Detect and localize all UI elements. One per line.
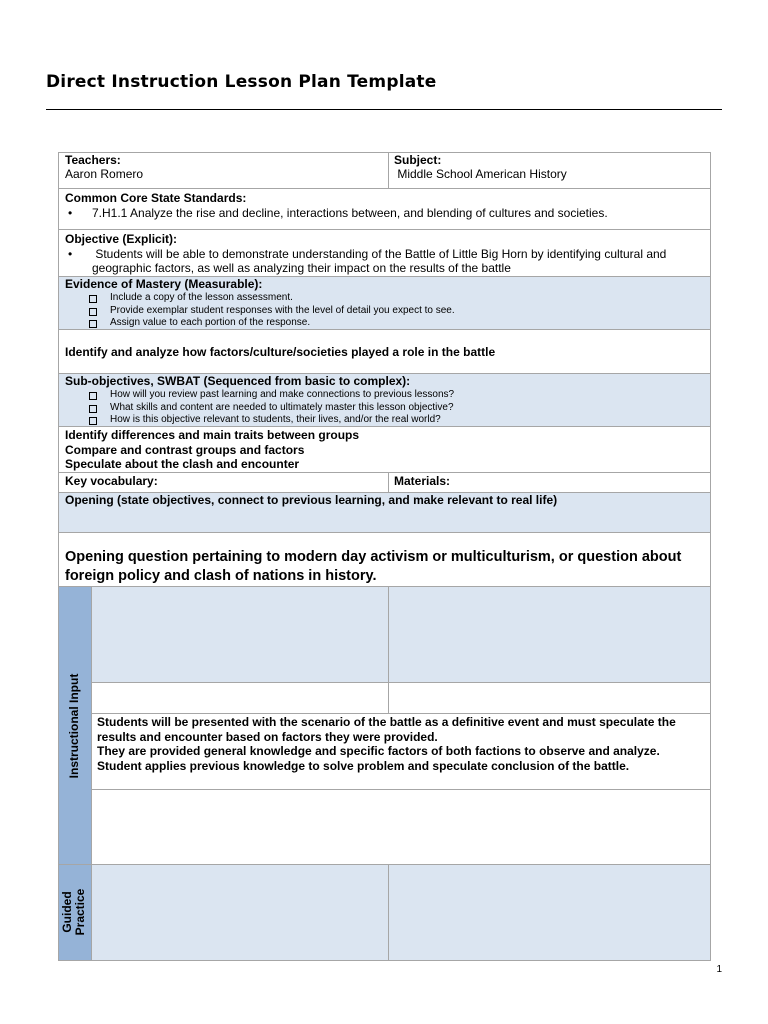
opening-response: Opening question pertaining to modern day activism or multiculturism, or question about foreign policy and clash of nations in history. <box>65 549 682 584</box>
instructional-input-label: Instructional Input <box>67 673 81 779</box>
row-divider <box>91 682 711 683</box>
materials-label: Materials: <box>394 474 451 488</box>
standards-cell <box>65 191 705 220</box>
row-divider <box>58 532 711 533</box>
instructional-response-line: Student applies previous knowledge to solve problem and speculate conclusion of the battle. <box>97 758 630 773</box>
subobjective-response: Identify differences and main traits between groups <box>65 428 360 442</box>
row-divider <box>91 789 711 790</box>
row-divider <box>58 229 711 230</box>
opening-label: Opening (state objectives, connect to previous learning, and make relevant to real life) <box>65 493 558 507</box>
row-divider <box>58 188 711 189</box>
instructional-input-cell-b <box>389 587 710 682</box>
row-divider <box>91 713 711 714</box>
title-divider <box>46 109 722 110</box>
subobjective-response: Speculate about the clash and encounter <box>65 457 300 471</box>
guided-practice-label-line2: Practice <box>73 888 87 936</box>
mastery-response: Identify and analyze how factors/culture/societies played a role in the battle <box>65 345 496 359</box>
teachers-cell <box>65 153 385 181</box>
instructional-input-response <box>97 715 707 773</box>
subobjectives-item: What skills and content are needed to ultimately master this lesson objective? <box>65 402 705 415</box>
objective-cell <box>65 232 705 275</box>
row-divider <box>58 426 711 427</box>
document-title: Direct Instruction Lesson Plan Template <box>46 72 437 92</box>
cell-divider <box>388 586 389 713</box>
subject-cell <box>394 153 704 181</box>
subobjectives-content <box>65 374 705 427</box>
instructional-input-cell-a <box>92 587 388 682</box>
subobjectives-item: How will you review past learning and make connections to previous lessons? <box>65 389 705 402</box>
cell-divider <box>388 864 389 961</box>
row8-divider <box>388 472 389 492</box>
standards-item: • 7.H1.1 Analyze the rise and decline, interactions between, and blending of cultures and societies. <box>65 206 705 220</box>
page-number: 1 <box>716 964 722 975</box>
subject-label: Subject: <box>394 153 442 167</box>
guided-practice-cell-a <box>92 865 388 960</box>
instructional-response-line: Students will be presented with the scenario of the battle as a definitive event and must speculate the results and encounter based on factors they were provided. <box>97 715 676 744</box>
mastery-item: Include a copy of the lesson assessment. <box>65 292 705 305</box>
guided-practice-cell-b <box>389 865 710 960</box>
guided-practice-label <box>61 852 89 972</box>
guided-practice-label-line1: Guided <box>60 891 74 933</box>
subobjective-response: Compare and contrast groups and factors <box>65 442 305 457</box>
vocabulary-label: Key vocabulary: <box>65 474 158 488</box>
subobjectives-item: How is this objective relevant to students, their lives, and/or the real world? <box>65 414 705 427</box>
subobjectives-responses <box>65 428 705 472</box>
subject-value: Middle School American History <box>394 167 567 181</box>
row-divider <box>58 472 711 473</box>
instructional-response-line: They are provided general knowledge and specific factors of both factions to observe and analyze. <box>97 744 660 758</box>
mastery-label: Evidence of Mastery (Measurable): <box>65 277 263 291</box>
subobjectives-label: Sub-objectives, SWBAT (Sequenced from basic to complex): <box>65 374 411 388</box>
teachers-value: Aaron Romero <box>65 167 144 181</box>
row-divider <box>58 329 711 330</box>
row1-divider <box>388 152 389 188</box>
teachers-label: Teachers: <box>65 153 121 167</box>
mastery-content <box>65 277 705 330</box>
objective-label: Objective (Explicit): <box>65 232 178 246</box>
objective-item: • Students will be able to demonstrate understanding of the Battle of Little Big Horn by identifying cultural and geographic factors, as well as analyzing their impact on the results of the battle <box>65 247 705 275</box>
mastery-item: Provide exemplar student responses with the level of detail you expect to see. <box>65 305 705 318</box>
mastery-item: Assign value to each portion of the response. <box>65 317 705 330</box>
standards-label: Common Core State Standards: <box>65 191 247 205</box>
